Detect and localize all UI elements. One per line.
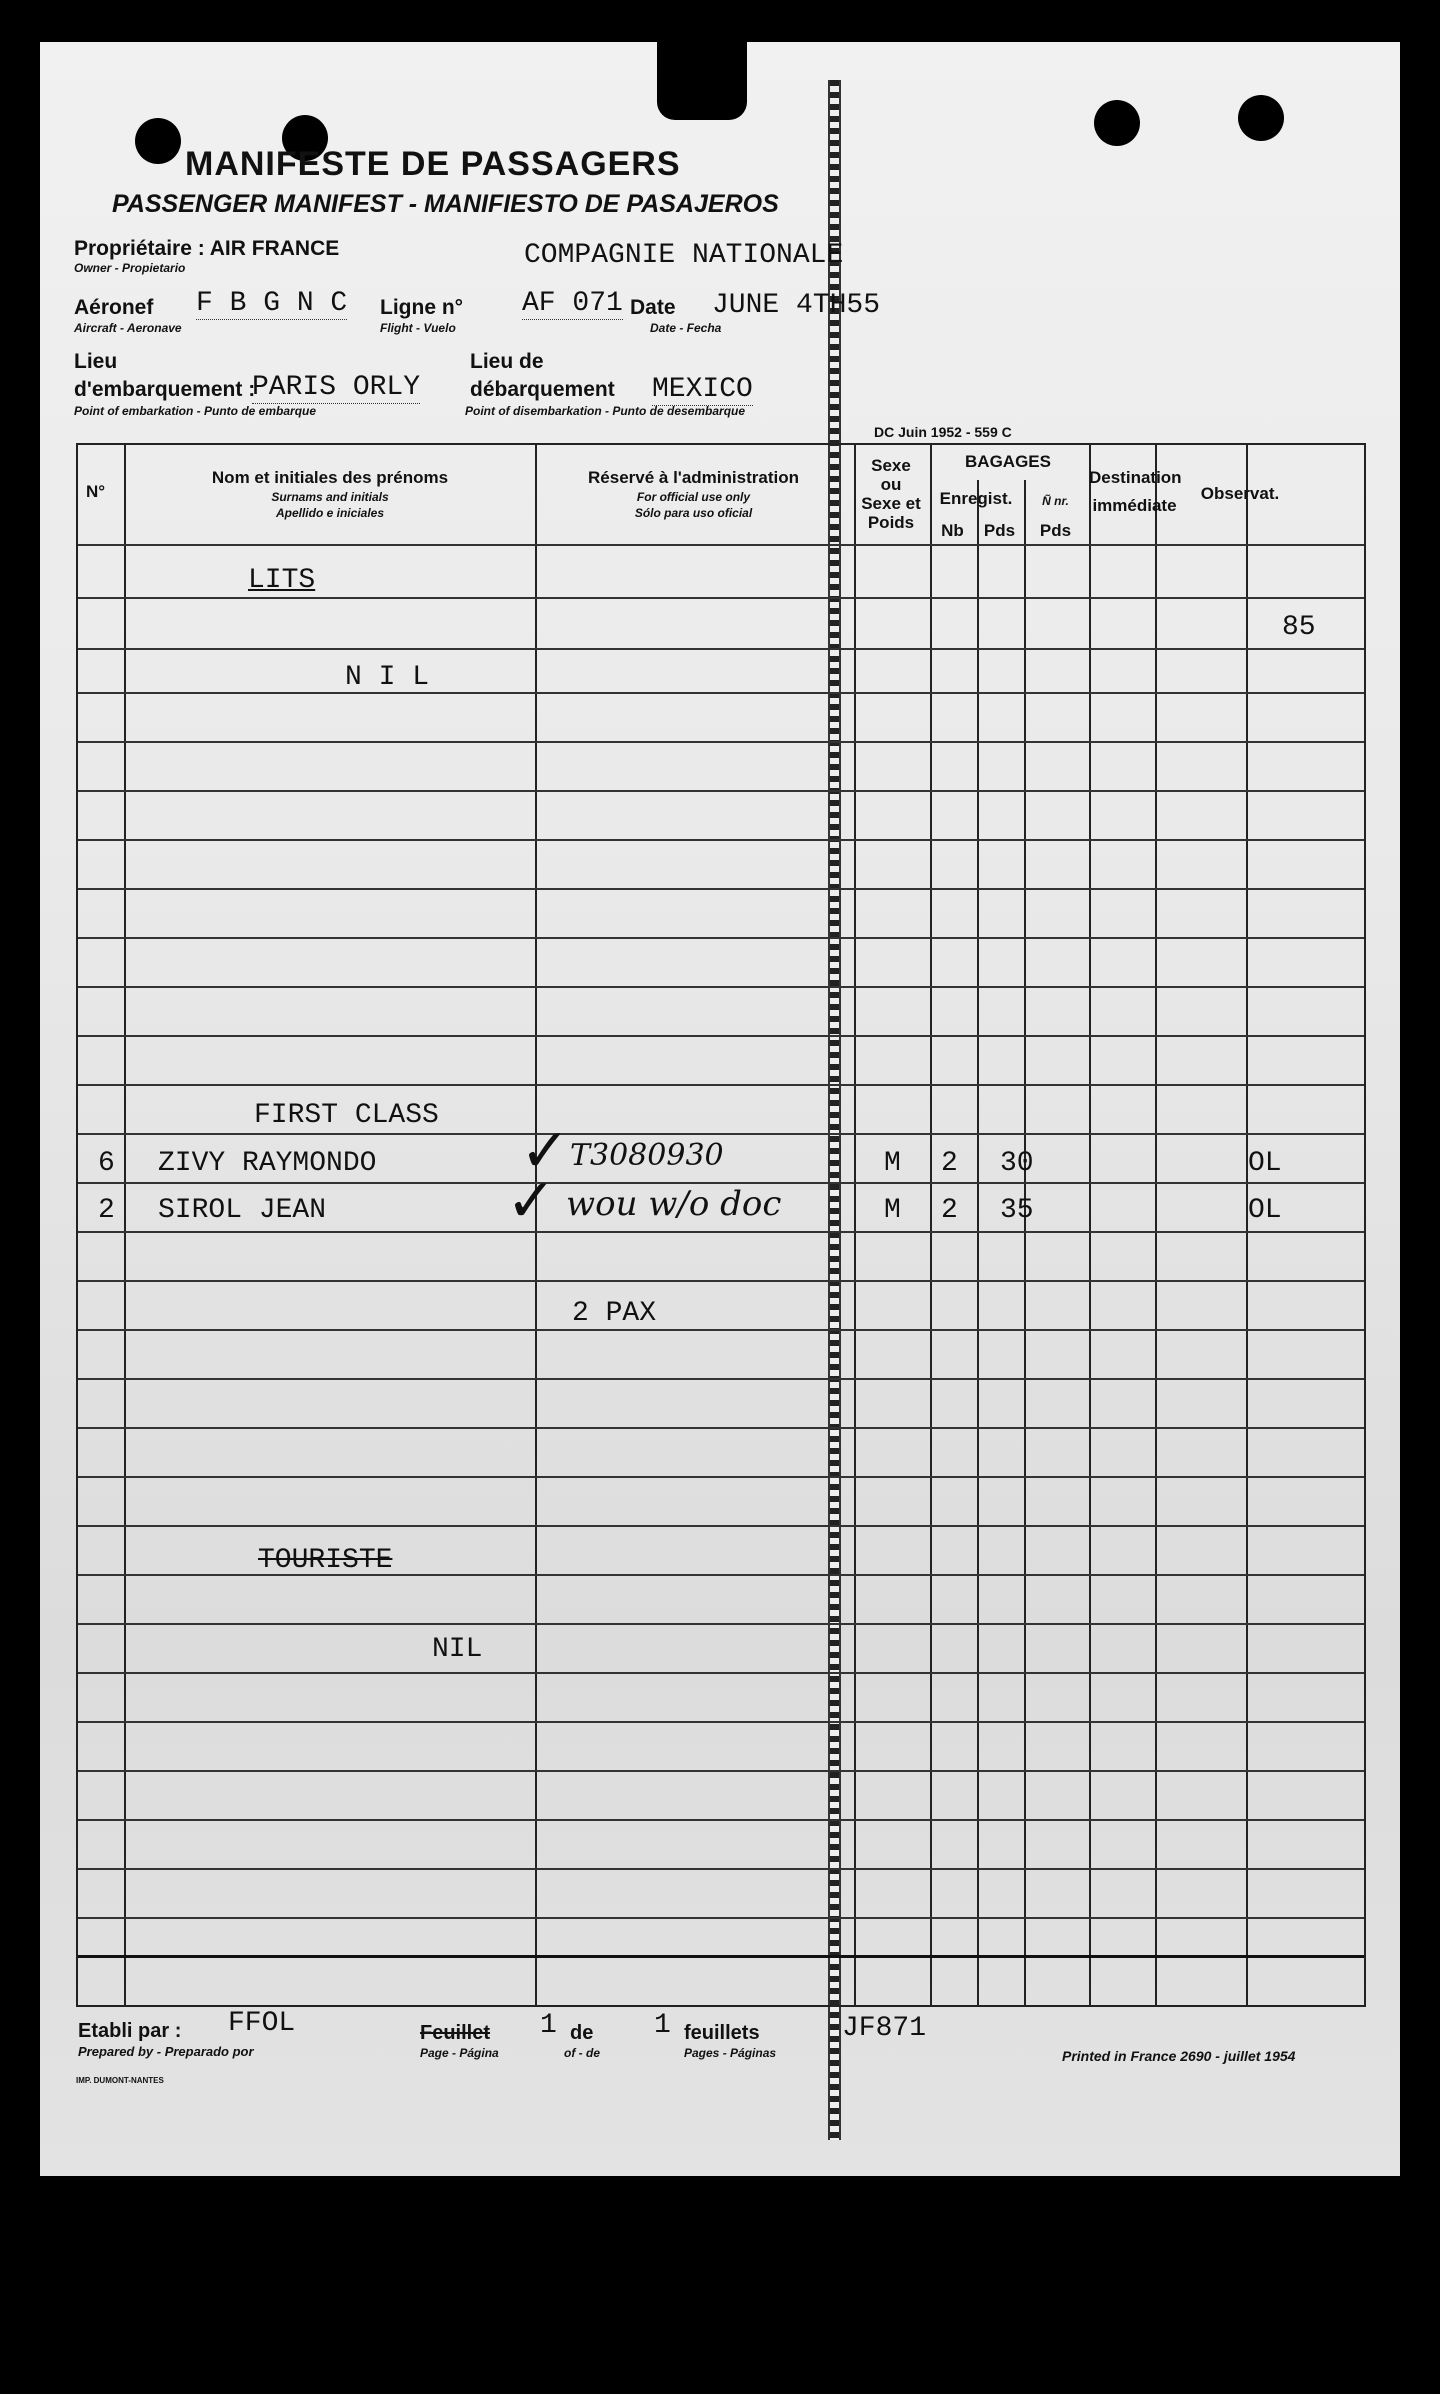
prepared-value: FFOL: [228, 2008, 296, 2039]
punch-hole: [1238, 95, 1284, 141]
passenger-2-sex: M: [884, 1195, 901, 1226]
col-header-admin-en: For official use only: [636, 490, 751, 504]
of-sub: of - de: [564, 2046, 600, 2060]
section-touriste: TOURISTE: [258, 1545, 393, 1576]
of-value: 1: [654, 2010, 671, 2041]
col-header-sex-3: Sexe et: [861, 494, 921, 513]
paper-notch: [657, 42, 747, 120]
prepared-sub: Prepared by - Preparado por: [78, 2044, 254, 2059]
aircraft-label: Aéronef: [74, 296, 154, 319]
manifest-subtitle: PASSENGER MANIFEST - MANIFIESTO DE PASAJEROS: [112, 190, 779, 218]
sheet-sub: Page - Página: [420, 2046, 499, 2060]
col-header-name: Nom et initiales des prénoms: [211, 468, 449, 487]
col-header-sex-1: Sexe: [871, 456, 911, 475]
passenger-1-sex: M: [884, 1148, 901, 1179]
col-header-sex-2: ou: [880, 475, 902, 494]
prepared-label: Etabli par :: [78, 2020, 182, 2042]
col-header-pds: Pds: [983, 521, 1016, 540]
pax-total: 2 PAX: [572, 1298, 657, 1329]
of-label: de: [570, 2022, 594, 2044]
embark-label-1: Lieu: [74, 350, 118, 373]
disembark-label-1: Lieu de: [470, 350, 544, 373]
flight-label: Ligne n°: [380, 296, 464, 319]
punch-hole: [135, 118, 181, 164]
passenger-2-admin: wou w/o doc: [566, 1184, 782, 1224]
form-code: DC Juin 1952 - 559 C: [874, 424, 1012, 440]
check-mark-icon: ✓: [520, 1116, 571, 1186]
col-header-pds2: Pds: [1039, 521, 1072, 540]
col-header-observ: Observat.: [1200, 484, 1280, 503]
passenger-1-pds: 30: [1000, 1148, 1034, 1179]
embark-label-2: d'embarquement :: [74, 378, 256, 401]
embark-sub: Point of embarkation - Punto de embarque: [74, 404, 317, 418]
embark-value: PARIS ORLY: [252, 372, 421, 403]
flight-sub: Flight - Vuelo: [380, 321, 456, 335]
section-lits: LITS: [248, 565, 316, 596]
company-name: COMPAGNIE NATIONALE: [524, 240, 844, 271]
passenger-1-nb: 2: [941, 1148, 958, 1179]
passenger-2-pds: 35: [1000, 1195, 1034, 1226]
date-sub: Date - Fecha: [650, 321, 722, 335]
sheets-label: feuillets: [684, 2022, 760, 2044]
col-header-admin: Réservé à l'administration: [588, 468, 799, 487]
reference-code: JF871: [842, 2013, 927, 2044]
passenger-2-nb: 2: [941, 1195, 958, 1226]
flight-value: AF 071: [522, 288, 623, 319]
passenger-1-name: ZIVY RAYMONDO: [158, 1148, 377, 1179]
imprint: IMP. DUMONT-NANTES: [76, 2076, 164, 2085]
aircraft-sub: Aircraft - Aeronave: [74, 321, 182, 335]
disembark-sub: Point of disembarkation - Punto de desembarque: [465, 404, 746, 418]
passenger-2-name: SIROL JEAN: [158, 1195, 327, 1226]
date-label: Date: [630, 296, 676, 319]
col-header-no: N°: [86, 482, 106, 501]
col-header-admin-es: Sólo para uso oficial: [634, 506, 753, 520]
col-header-destination-1: Destination: [1089, 468, 1182, 487]
passenger-1-admin: T3080930: [570, 1138, 724, 1173]
manifest-title: MANIFESTE DE PASSAGERS: [185, 145, 681, 183]
col-header-name-es: Apellido e iniciales: [275, 506, 385, 520]
owner-label: Propriétaire : AIR FRANCE: [74, 237, 340, 260]
sheet-label: Feuillet: [420, 2022, 491, 2044]
passenger-1-no: 6: [98, 1148, 115, 1179]
col-header-destination-2: immédiate: [1092, 496, 1177, 515]
section-first-class: FIRST CLASS: [254, 1100, 439, 1131]
owner-sub: Owner - Propietario: [74, 261, 186, 275]
punch-hole: [1094, 100, 1140, 146]
col-header-non-reg: Ñ nr.: [1042, 494, 1069, 508]
col-header-registered: Enregist.: [939, 489, 1013, 508]
aircraft-value: F B G N C: [196, 288, 348, 319]
disembark-label-2: débarquement: [470, 378, 615, 401]
printed-note: Printed in France 2690 - juillet 1954: [1062, 2048, 1296, 2064]
col-header-baggage: BAGAGES: [965, 452, 1051, 471]
col-header-sex-4: Poids: [867, 513, 915, 532]
date-value: JUNE 4TH55: [712, 290, 881, 321]
check-mark-icon: ✓: [506, 1166, 557, 1236]
lits-observ: 85: [1282, 612, 1316, 643]
col-header-name-en: Surnams and initials: [271, 490, 389, 504]
disembark-value: MEXICO: [652, 374, 753, 405]
passenger-1-obs: OL: [1248, 1148, 1282, 1179]
lits-nil: N I L: [345, 662, 430, 693]
touriste-nil: NIL: [432, 1634, 483, 1665]
passenger-2-no: 2: [98, 1195, 115, 1226]
sheet-value: 1: [540, 2010, 557, 2041]
passenger-2-obs: OL: [1248, 1195, 1282, 1226]
col-header-nb: Nb: [941, 521, 964, 540]
sheets-sub: Pages - Páginas: [684, 2046, 777, 2060]
